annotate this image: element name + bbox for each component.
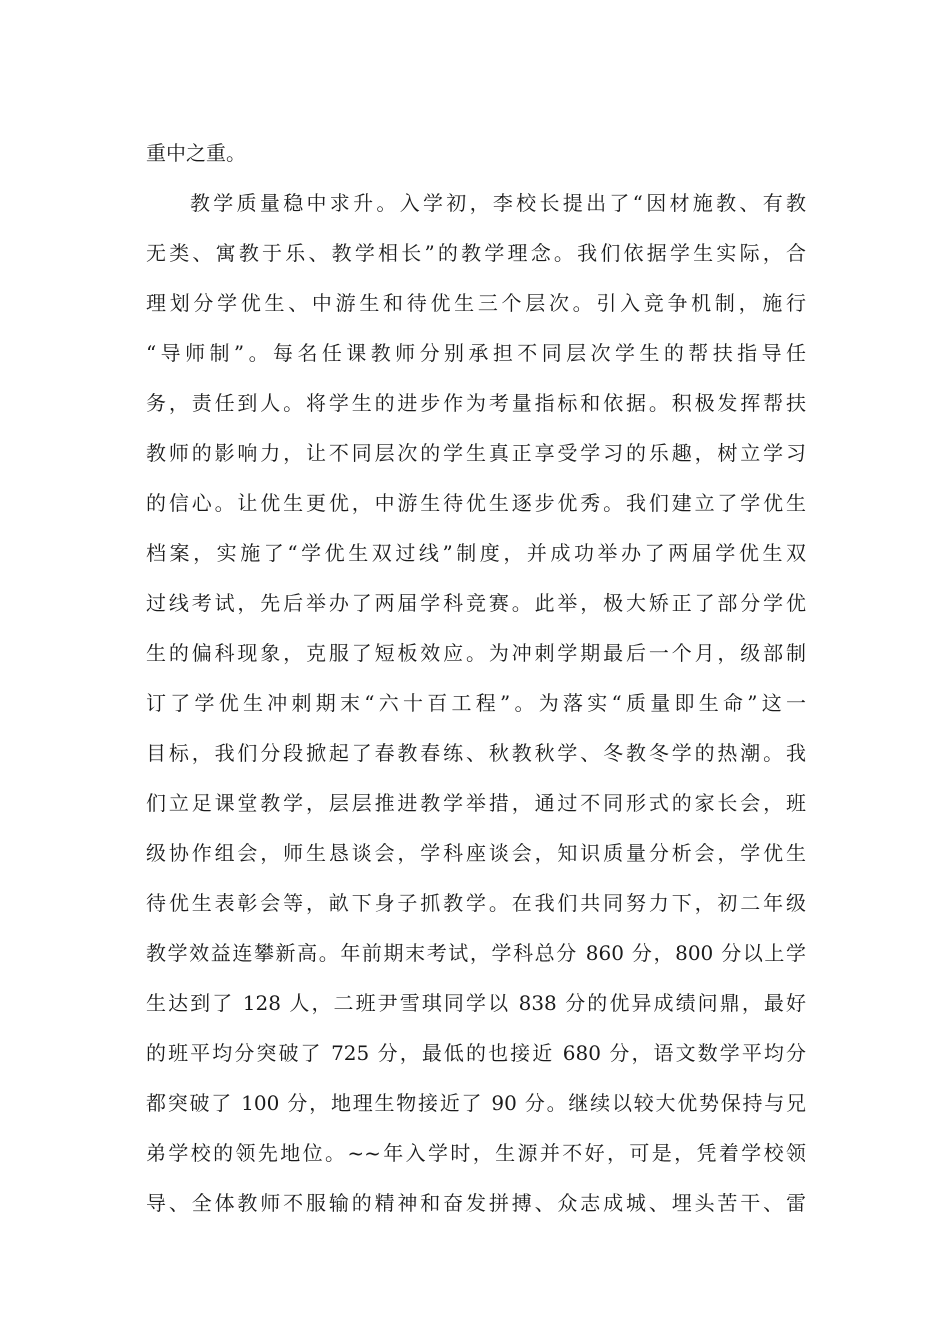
text-line: 无类、寓教于乐、教学相长”的教学理念。我们依据学生实际，合: [146, 241, 806, 265]
text-line: 务，责任到人。将学生的进步作为考量指标和依据。积极发挥帮扶: [146, 391, 806, 415]
text-line: 生的偏科现象，克服了短板效应。为冲刺学期最后一个月，级部制: [146, 641, 806, 665]
body-text: [146, 128, 806, 1228]
text-line: 的班平均分突破了 725 分，最低的也接近 680 分，语文数学平均分: [146, 1041, 806, 1065]
text-line: 都突破了 100 分，地理生物接近了 90 分。继续以较大优势保持与兄: [146, 1091, 806, 1115]
text-line: 待优生表彰会等，畝下身子抓教学。在我们共同努力下，初二年级: [146, 891, 806, 915]
text-line: 教学效益连攀新高。年前期末考试，学科总分 860 分，800 分以上学: [146, 941, 806, 965]
text-line: 档案，实施了“学优生双过线”制度，并成功举办了两届学优生双: [146, 541, 806, 565]
text-line: 重中之重。: [146, 141, 246, 165]
text-line: 的信心。让优生更优，中游生待优生逐步优秀。我们建立了学优生: [146, 491, 806, 515]
text-line: 导、全体教师不服输的精神和奋发拼搏、众志成城、埋头苦干、雷: [146, 1191, 806, 1215]
text-line: “导师制”。每名任课教师分别承担不同层次学生的帮扶指导任: [146, 341, 806, 365]
text-line: 教师的影响力，让不同层次的学生真正享受学习的乐趣，树立学习: [146, 441, 806, 465]
text-line: 过线考试，先后举办了两届学科竞赛。此举，极大矫正了部分学优: [146, 591, 806, 615]
text-line: 生达到了 128 人，二班尹雪琪同学以 838 分的优异成绩问鼎，最好: [146, 991, 806, 1015]
text-line: 弟学校的领先地位。~~年入学时，生源并不好，可是，凭着学校领: [146, 1141, 806, 1165]
text-line: 目标，我们分段掀起了春教春练、秋教秋学、冬教冬学的热潮。我: [146, 741, 806, 765]
paragraph-first-line: 教学质量稳中求升。入学初，李校长提出了“因材施教、有教: [190, 191, 806, 215]
text-line: 们立足课堂教学，层层推进教学举措，通过不同形式的家长会，班: [146, 791, 806, 815]
text-line: 级协作组会，师生恳谈会，学科座谈会，知识质量分析会，学优生: [146, 841, 806, 865]
text-line: 理划分学优生、中游生和待优生三个层次。引入竞争机制，施行: [146, 291, 806, 315]
text-line: 订了学优生冲刺期末“六十百工程”。为落实“质量即生命”这一: [146, 691, 806, 715]
